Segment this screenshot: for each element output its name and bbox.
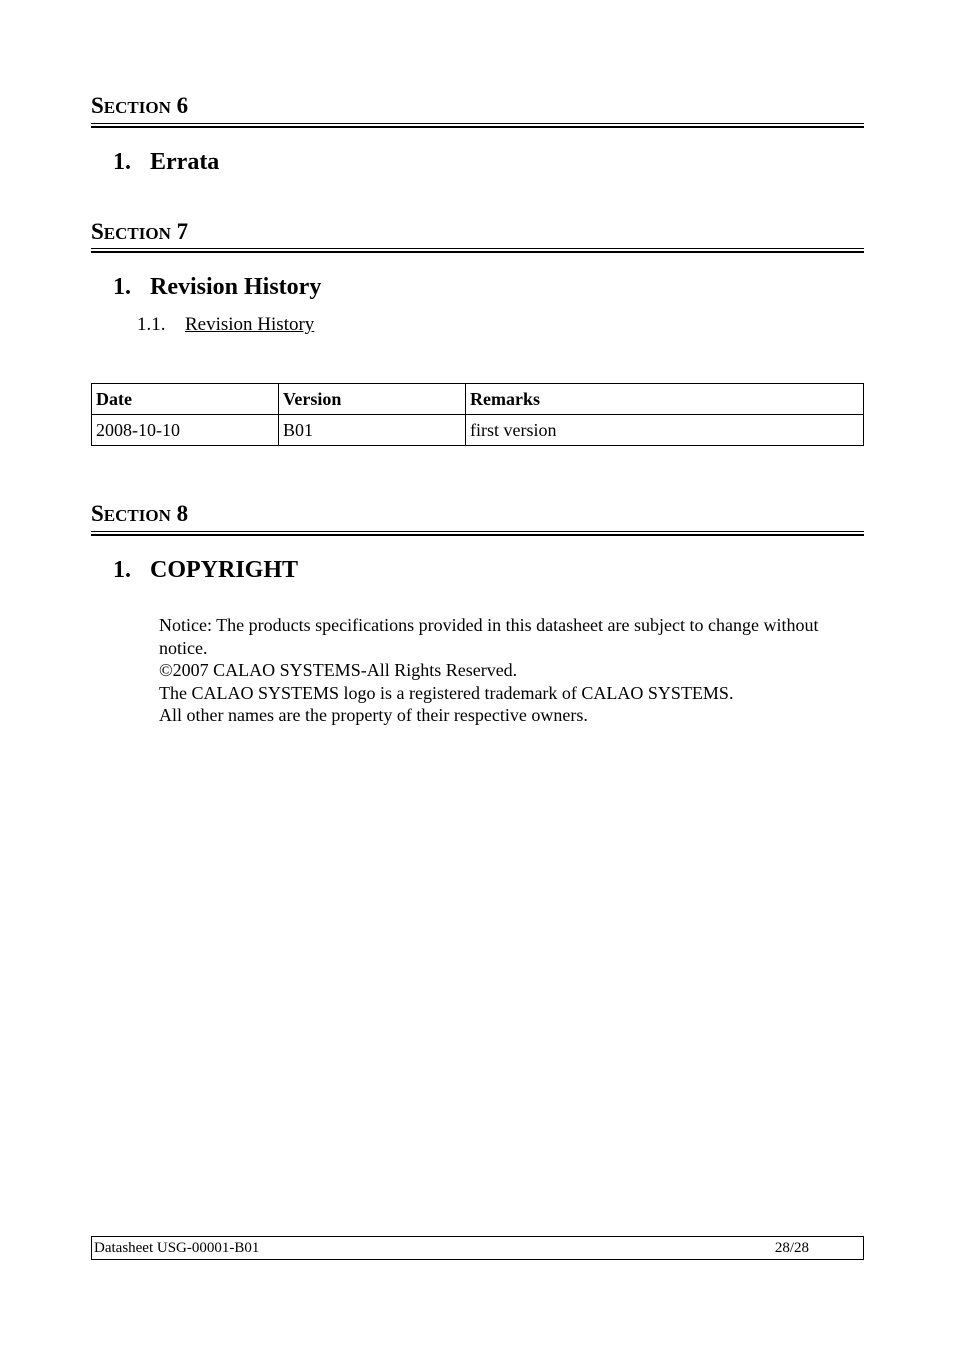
- notice-line: The CALAO SYSTEMS logo is a registered trademark of CALAO SYSTEMS.: [159, 682, 734, 703]
- table-row: [92, 415, 864, 446]
- errata-heading: 1. Errata: [113, 149, 220, 175]
- footer-doc-id: Datasheet USG-00001-B01: [94, 1240, 260, 1256]
- footer-page-number: 28/28: [774, 1240, 809, 1256]
- notice-line: Notice: The products specifications provided in this datasheet are subject to change without notice.: [159, 615, 819, 658]
- section-6-label: SECTION 6: [91, 93, 189, 118]
- section-8-label: SECTION 8: [91, 501, 189, 526]
- copyright-heading: 1. COPYRIGHT: [113, 557, 299, 583]
- cell-remarks: first version: [466, 415, 864, 446]
- notice-line: ©2007 CALAO SYSTEMS-All Rights Reserved.: [159, 660, 518, 680]
- revision-history-subheading[interactable]: 1.1. Revision History: [137, 314, 315, 335]
- column-header-date: Date: [92, 384, 279, 415]
- section-8-rule: [91, 531, 864, 536]
- cell-version: B01: [279, 415, 466, 446]
- revision-history-heading: 1. Revision History: [113, 274, 322, 300]
- cell-date: 2008-10-10: [92, 415, 279, 446]
- section-6-rule: [91, 123, 864, 128]
- page-footer: [91, 1236, 864, 1260]
- notice-line: All other names are the property of their respective owners.: [159, 705, 588, 725]
- revision-table: [91, 383, 864, 446]
- column-header-version: Version: [279, 384, 466, 415]
- column-header-remarks: Remarks: [466, 384, 864, 415]
- copyright-notice: [159, 614, 839, 727]
- section-7-rule: [91, 248, 864, 253]
- table-header-row: [92, 384, 864, 415]
- section-7-label: SECTION 7: [91, 219, 189, 244]
